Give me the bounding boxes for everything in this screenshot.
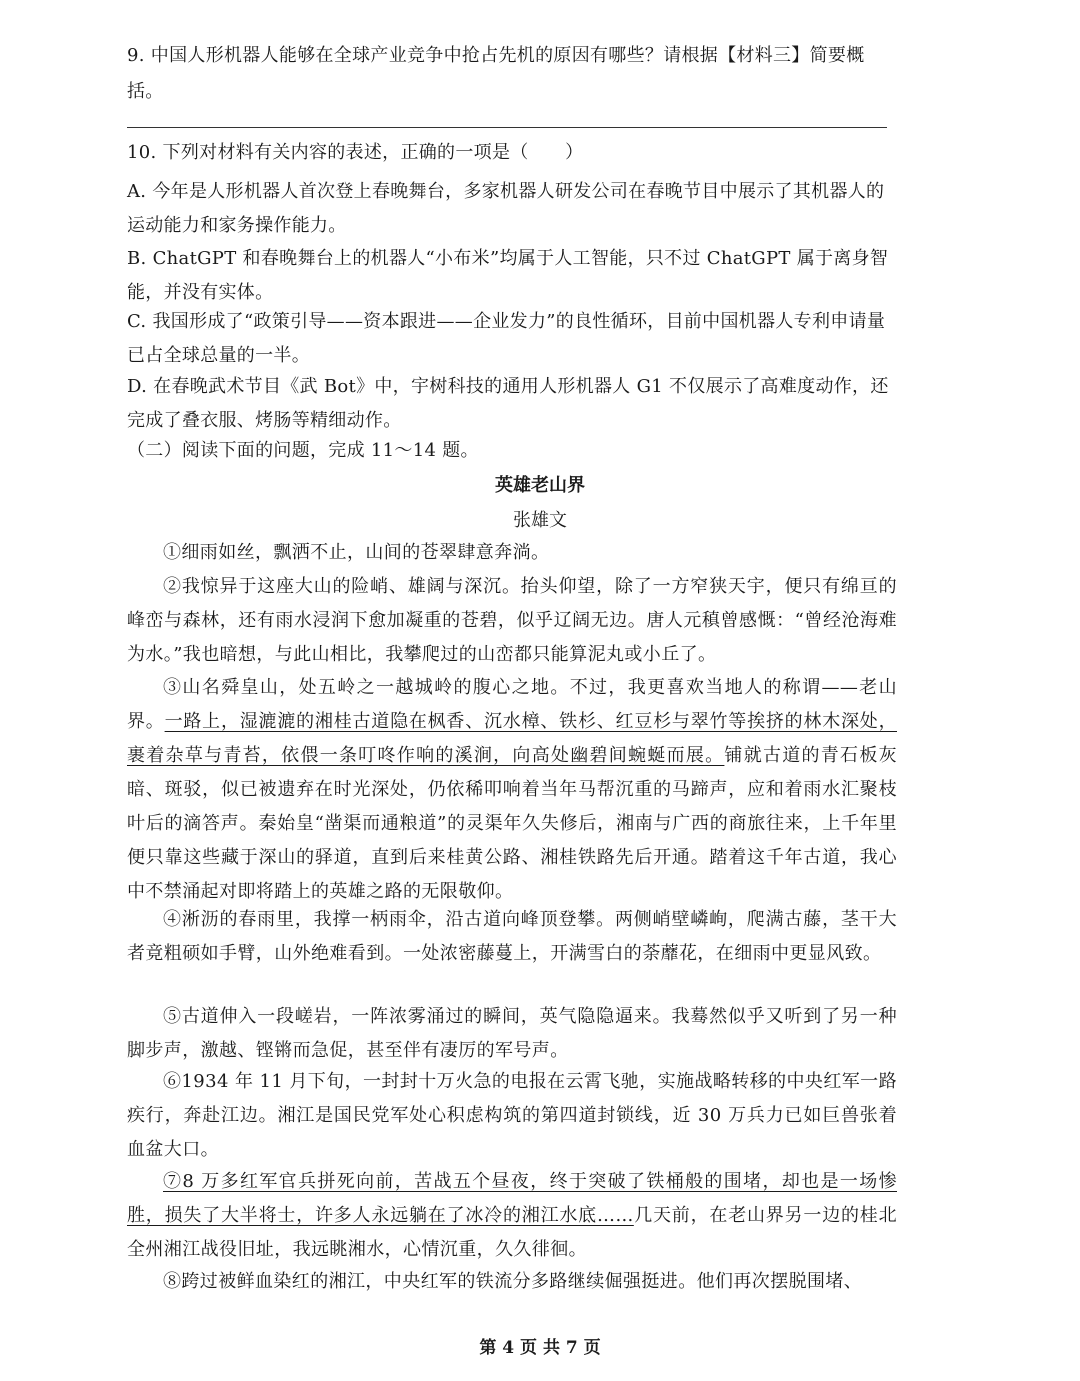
article-title: 英雄老山界	[495, 475, 585, 496]
section-heading: （二）阅读下面的问题，完成 11～14 题。	[127, 440, 479, 461]
option-label: C.	[127, 311, 147, 332]
answer-line	[127, 127, 887, 128]
paragraph-8: ⑧跨过被鲜血染红的湘江，中央红军的铁流分多路继续倔强挺进。他们再次摆脱围堵、	[163, 1271, 863, 1292]
option-text: ChatGPT 和春晚舞台上的机器人“小布米”均属于人工智能，只不过 ChatGPT 属于离身智能，并没有实体。	[127, 248, 889, 303]
page-number: 第 4 页 共 7 页	[479, 1338, 601, 1358]
paragraph-5: ⑤古道伸入一段嵯岩，一阵浓雾涌过的瞬间，英气隐隐逼来。我蓦然似乎又听到了另一种脚步声，激越、铿锵而急促，甚至伴有凄厉的军号声。	[127, 1006, 897, 1061]
paragraph-3	[127, 671, 897, 909]
option-text: 在春晚武术节目《武 Bot》中，宇树科技的通用人形机器人 G1 不仅展示了高难度动作，还完成了叠衣服、烤肠等精细动作。	[127, 376, 889, 431]
paragraph-7-underlined: ⑦8 万多红军官兵拼死向前，苦战五个昼夜，终于突破了铁桶般的围堵，却也是一场惨胜，损失了大半将士，许多人永远躺在了冰冷的湘江水底……	[127, 1171, 897, 1226]
question-9: 9. 中国人形机器人能够在全球产业竞争中抢占先机的原因有哪些？请根据【材料三】简要概括。	[127, 45, 865, 102]
option-a	[127, 175, 897, 243]
paragraph-1: ①细雨如丝，飘洒不止，山间的苍翠肆意奔淌。	[163, 542, 550, 563]
option-d	[127, 370, 897, 438]
paragraph-3-underlined: 一路上，湿漉漉的湘桂古道隐在枫香、沉水樟、铁杉、红豆杉与翠竹等挨挤的林木深处，裹着杂草与青苔，依偎一条叮咚作响的溪涧，向高处幽碧间蜿蜒而展。	[127, 711, 897, 766]
article-author: 张雄文	[513, 510, 567, 531]
question-10-stem: 10. 下列对材料有关内容的表述，正确的一项是（ ）	[127, 142, 584, 163]
option-text: 今年是人形机器人首次登上春晚舞台，多家机器人研发公司在春晚节目中展示了其机器人的运动能力和家务操作能力。	[127, 181, 885, 236]
paragraph-4: ④淅沥的春雨里，我撑一柄雨伞，沿古道向峰顶登攀。两侧峭壁嶙峋，爬满古藤，茎干大者竟粗硕如手臂，山外绝难看到。一处浓密藤蔓上，开满雪白的荼蘼花，在细雨中更显风致。	[127, 909, 897, 964]
paragraph-3-part-2: 铺就古道的青石板灰暗、斑驳，似已被遗弃在时光深处，仍依稀叩响着当年马帮沉重的马蹄声，应和着雨水汇聚枝叶后的滴答声。秦始皇“凿渠而通粮道”的灵渠年久失修后，湘南与广西的商旅往来，上千年里便只靠这些藏于深山的驿道，直到后来桂黄公路、湘桂铁路先后开通。踏着这千年古道，我心中不禁涌起对即将踏上的英雄之路的无限敬仰。	[127, 745, 897, 902]
paragraph-7	[127, 1165, 897, 1267]
option-b	[127, 242, 897, 310]
paragraph-2: ②我惊异于这座大山的险峭、雄阔与深沉。抬头仰望，除了一方窄狭天宇，便只有绵亘的峰峦与森林，还有雨水浸润下愈加凝重的苍碧，似乎辽阔无边。唐人元稹曾感慨：“曾经沧海难为水。”我也暗想，与此山相比，我攀爬过的山峦都只能算泥丸或小丘了。	[127, 576, 897, 665]
option-text: 我国形成了“政策引导——资本跟进——企业发力”的良性循环，目前中国机器人专利申请量已占全球总量的一半。	[127, 311, 886, 366]
option-label: B.	[127, 248, 147, 269]
option-label: D.	[127, 376, 148, 397]
paragraph-7-part-2: 几天前，在老山界另一边的桂北全州湘江战役旧址，我远眺湘水，心情沉重，久久徘徊。	[127, 1205, 897, 1260]
paragraph-6: ⑥1934 年 11 月下旬，一封封十万火急的电报在云霄飞驰，实施战略转移的中央红军一路疾行，奔赴江边。湘江是国民党军处心积虑构筑的第四道封锁线，近 30 万兵力已如巨兽张着血盆大口。	[127, 1071, 897, 1160]
option-label: A.	[127, 181, 147, 202]
option-c	[127, 305, 897, 373]
paragraph-3-part-1: ③山名舜皇山，处五岭之一越城岭的腹心之地。不过，我更喜欢当地人的称谓——老山界。	[127, 677, 897, 732]
